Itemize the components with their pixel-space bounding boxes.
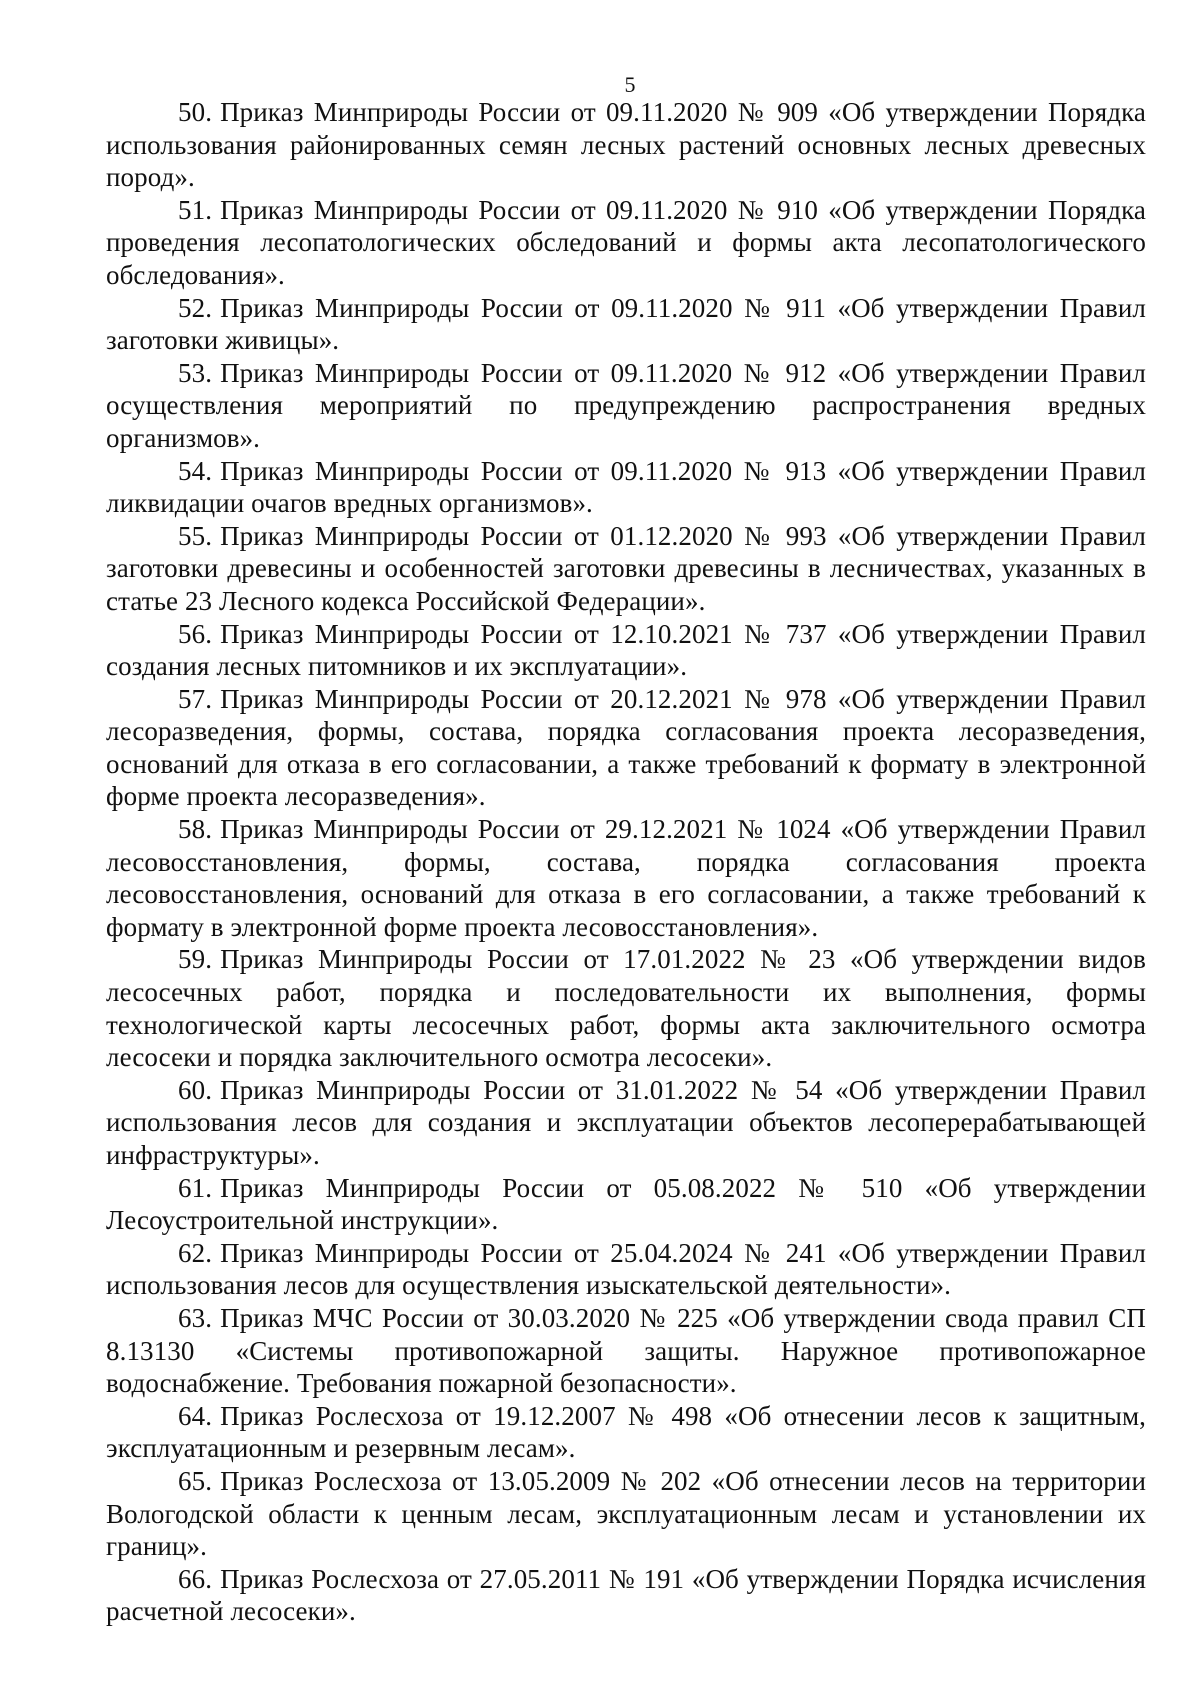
list-item [106,1563,1146,1628]
item-number: 51. [178,194,213,225]
item-text: Приказ Минприроды России от 17.01.2022 № 23 «Об утверждении видов лесосечных работ, порядка и последовательности их выполнения, формы технологической карты лесосечных работ, формы акта заключительного осмотра лесосеки и порядка заключительного осмотра лесосеки». [106,944,1146,1073]
item-text: Приказ Минприроды России от 31.01.2022 № 54 «Об утверждении Правил использования лесов для создания и эксплуатации объектов лесоперерабатывающей инфраструктуры». [106,1074,1146,1170]
item-number: 62. [178,1237,213,1268]
item-text: Приказ Минприроды России от 09.11.2020 № 911 «Об утверждении Правил заготовки живицы». [106,292,1146,356]
item-number: 53. [178,357,213,388]
list-item [106,683,1146,813]
list-item [106,194,1146,292]
item-text: Приказ Минприроды России от 01.12.2020 № 993 «Об утверждении Правил заготовки древесины и особенностей заготовки древесины в лесничествах, указанных в статье 23 Лесного кодекса Российской Федерации». [106,520,1146,616]
item-number: 66. [178,1563,213,1594]
item-text: Приказ Минприроды России от 25.04.2024 № 241 «Об утверждении Правил использования лесов для осуществления изыскательской деятельности». [106,1237,1146,1301]
item-text: Приказ Минприроды России от 09.11.2020 № 909 «Об утверждении Порядка использования районированных семян лесных растений основных лесных древесных пород». [106,97,1146,193]
list-item [106,96,1146,194]
list-item [106,1400,1146,1465]
list-item [106,520,1146,618]
legal-acts-list [106,96,1146,1628]
item-number: 50. [178,97,213,127]
list-item [106,813,1146,943]
item-number: 61. [178,1172,213,1203]
list-item [106,943,1146,1073]
item-text: Приказ Минприроды России от 05.08.2022 № 510 «Об утверждении Лесоустроительной инструкции». [106,1172,1146,1236]
item-text: Приказ Минприроды России от 12.10.2021 № 737 «Об утверждении Правил создания лесных питомников и их эксплуатации». [106,618,1146,682]
item-text: Приказ Минприроды России от 09.11.2020 № 910 «Об утверждении Порядка проведения лесопатологических обследований и формы акта лесопатологического обследования». [106,194,1146,290]
item-text: Приказ Минприроды России от 09.11.2020 № 913 «Об утверждении Правил ликвидации очагов вредных организмов». [106,455,1146,519]
item-number: 65. [178,1465,213,1496]
item-text: Приказ Минприроды России от 29.12.2021 № 1024 «Об утверждении Правил лесовосстановления, формы, состава, порядка согласования проекта лесовосстановления, оснований для отказа в его согласовании, а также требований к формату в электронной форме проекта лесовосстановления». [106,814,1146,942]
item-number: 63. [178,1302,213,1333]
item-number: 56. [178,618,213,649]
list-item [106,1074,1146,1172]
item-number: 64. [178,1400,213,1431]
item-text: Приказ Рослесхоза от 27.05.2011 № 191 «Об утверждении Порядка исчисления расчетной лесосеки». [106,1563,1146,1627]
list-item [106,357,1146,455]
item-text: Приказ Минприроды России от 20.12.2021 № 978 «Об утверждении Правил лесоразведения, формы, состава, порядка согласования проекта лесоразведения, оснований для отказа в его согласовании, а также требований к формату в электронной форме проекта лесоразведения». [106,683,1146,812]
list-item [106,1302,1146,1400]
list-item [106,1237,1146,1302]
item-text: Приказ МЧС России от 30.03.2020 № 225 «Об утверждении свода правил СП 8.13130 «Системы противопожарной защиты. Наружное противопожарное водоснабжение. Требования пожарной безопасности». [106,1302,1146,1399]
item-number: 60. [178,1074,213,1105]
list-item [106,455,1146,520]
item-number: 55. [178,520,213,551]
item-number: 52. [178,292,213,323]
item-number: 58. [178,814,213,845]
item-number: 57. [178,683,213,714]
item-text: Приказ Рослесхоза от 13.05.2009 № 202 «Об отнесении лесов на территории Вологодской области к ценным лесам, эксплуатационным лесам и установлении их границ». [106,1465,1146,1562]
page-number: 5 [624,72,636,97]
list-item [106,292,1146,357]
item-number: 59. [178,944,213,975]
list-item [106,1465,1146,1563]
item-text: Приказ Минприроды России от 09.11.2020 № 912 «Об утверждении Правил осуществления мероприятий по предупреждению распространения вредных организмов». [106,357,1146,453]
list-item [106,1172,1146,1237]
item-text: Приказ Рослесхоза от 19.12.2007 № 498 «Об отнесении лесов к защитным, эксплуатационным и резервным лесам». [106,1400,1146,1464]
list-item [106,618,1146,683]
item-number: 54. [178,455,213,486]
